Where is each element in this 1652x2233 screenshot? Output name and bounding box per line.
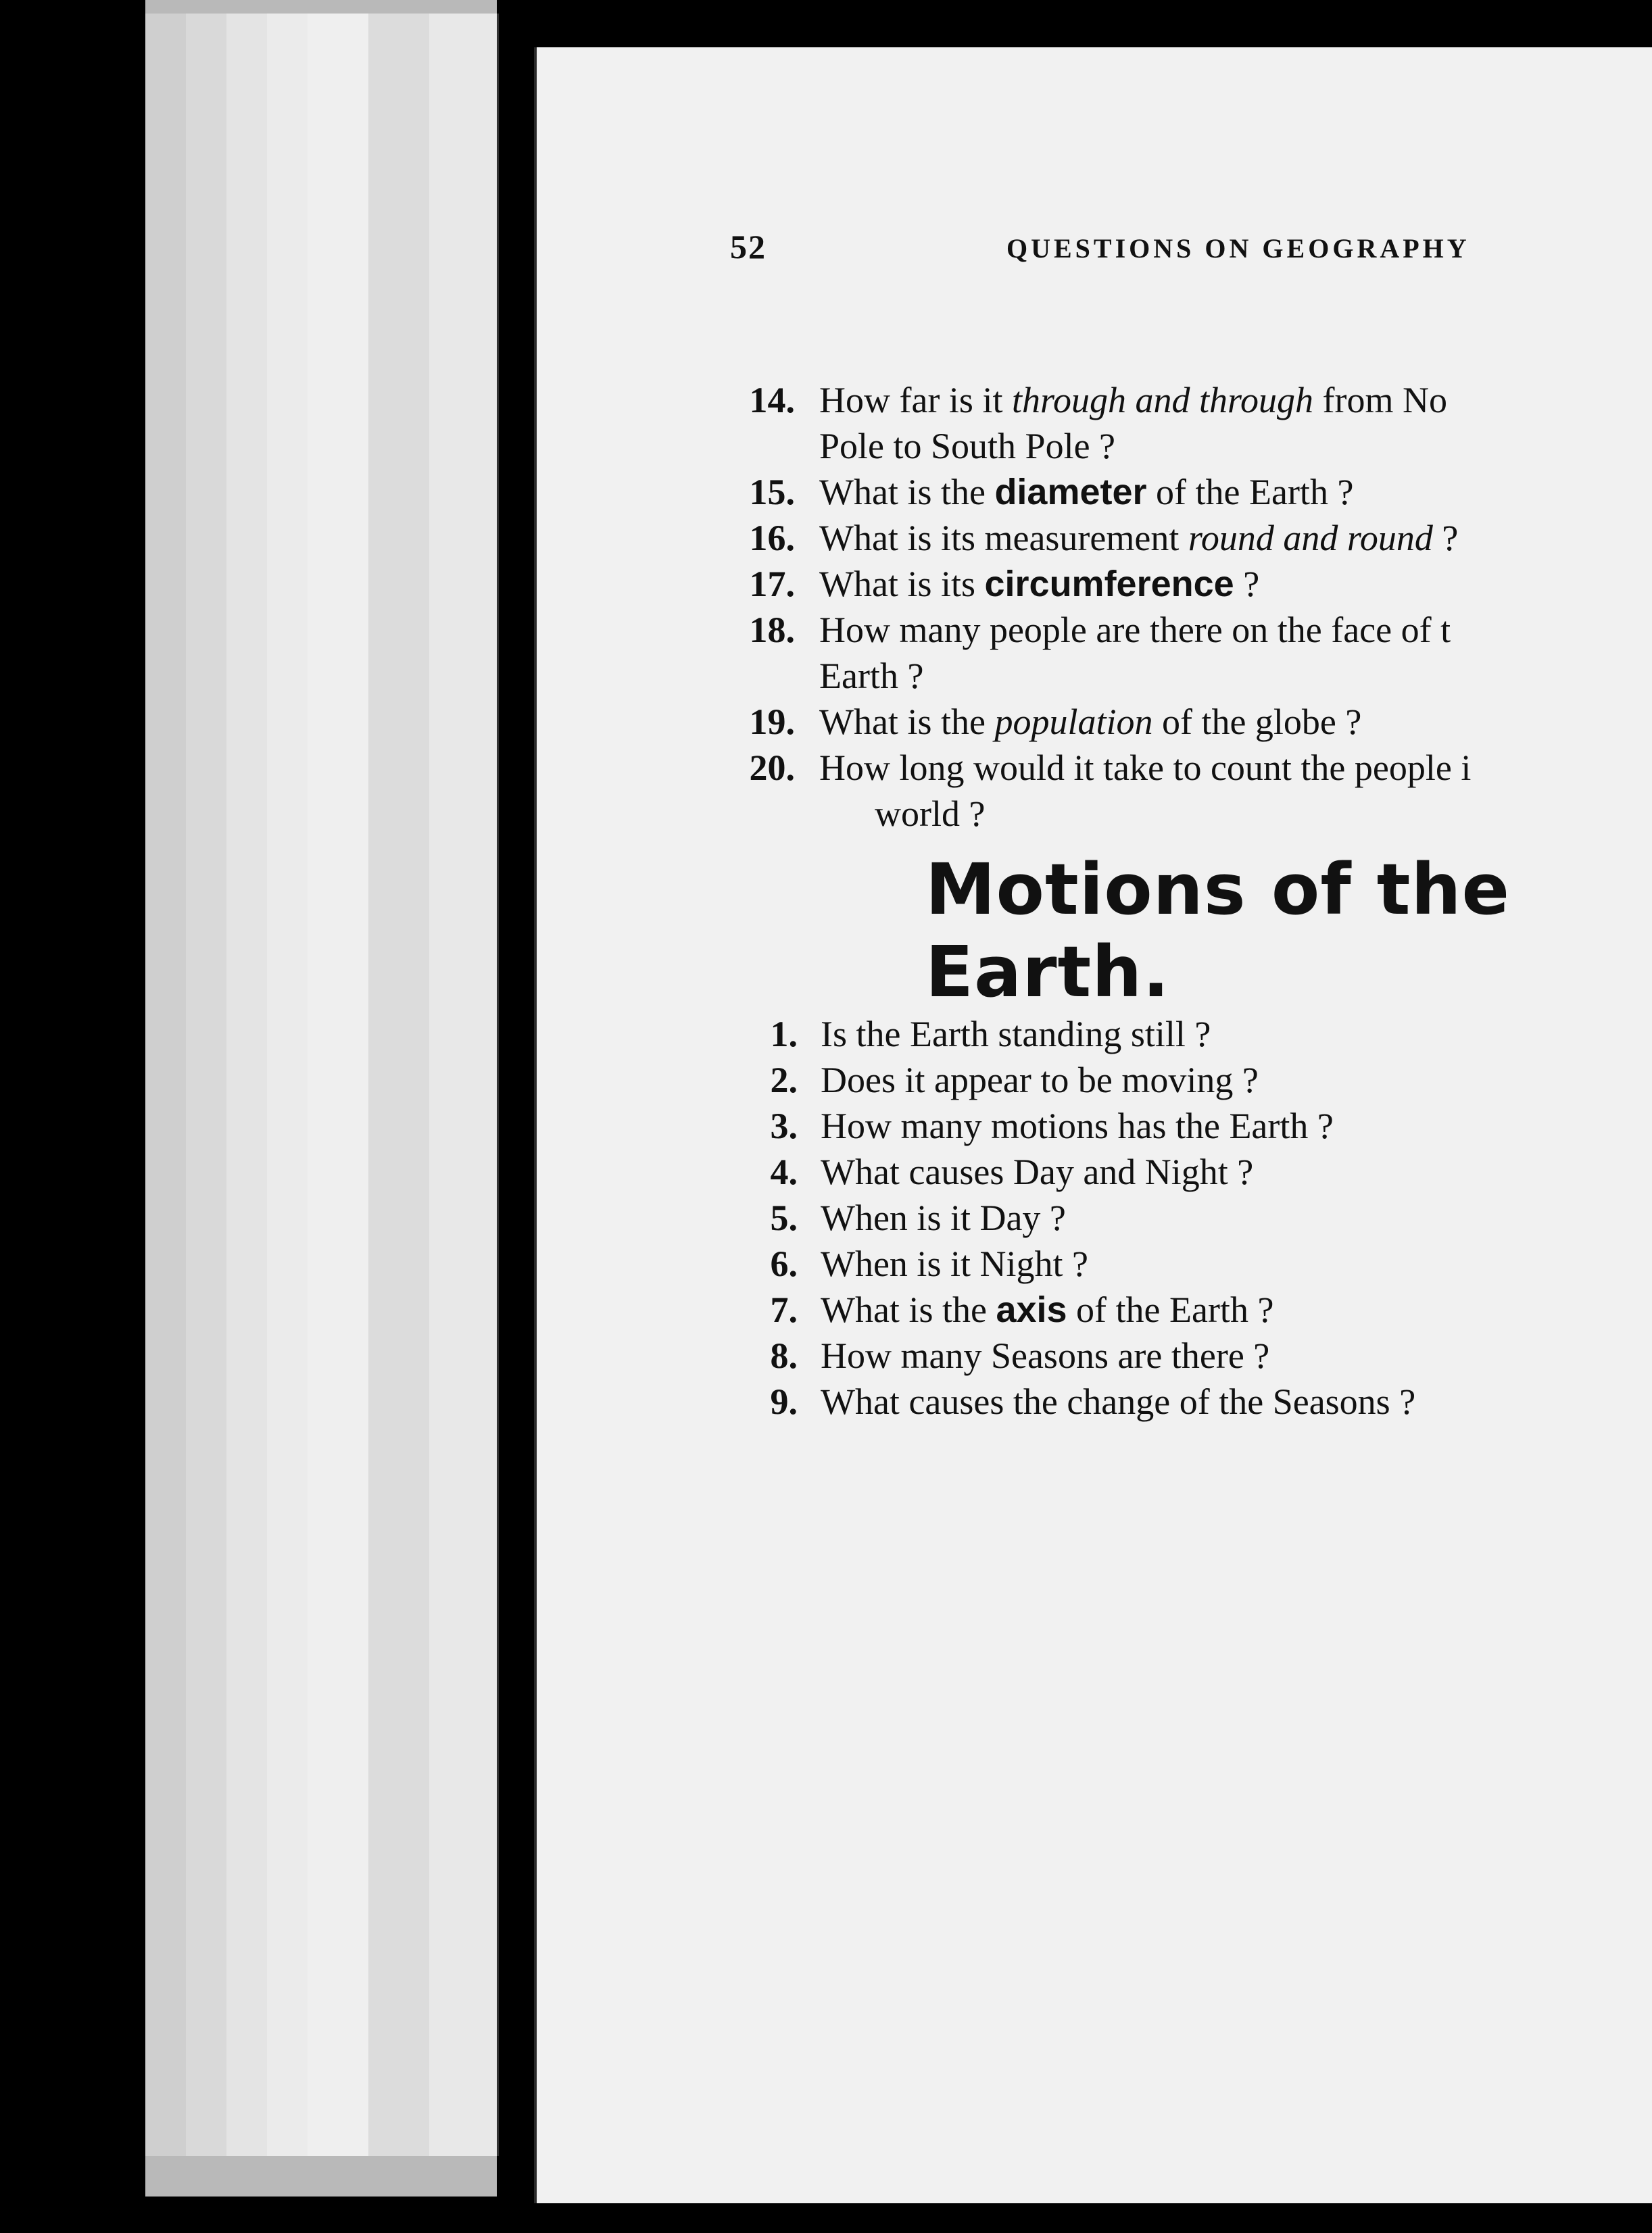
question-text: When is it Night ? [821, 1244, 1088, 1284]
question-number: 7. [770, 1290, 798, 1330]
question-text: How many Seasons are there ? [821, 1335, 1270, 1376]
question-text: What causes Day and Night ? [821, 1152, 1254, 1192]
question-text: Is the Earth standing still ? [821, 1014, 1211, 1054]
section-title: Motions of the Earth. [925, 848, 1511, 1013]
question-text: Pole to South Pole ? [819, 426, 1116, 466]
book-page [534, 47, 1652, 2203]
page-header [537, 227, 1652, 281]
page-number: 52 [730, 228, 767, 266]
question-text: How many motions has the Earth ? [821, 1106, 1334, 1146]
question-number: 5. [770, 1198, 798, 1238]
question-number: 20. [749, 747, 795, 788]
question-number: 6. [770, 1244, 798, 1284]
question-number: 4. [770, 1152, 798, 1192]
question-text: What causes the change of the Seasons ? [821, 1381, 1416, 1422]
question-text: Earth ? [819, 656, 924, 696]
question-number: 2. [770, 1060, 798, 1100]
question-number: 16. [749, 518, 795, 558]
question-text: What is the diameter of the Earth ? [819, 472, 1354, 512]
question-number: 14. [749, 380, 795, 420]
question-text: How many people are there on the face of t [819, 610, 1451, 650]
question-number: 17. [749, 564, 795, 604]
question-number: 9. [770, 1381, 798, 1422]
question-text: How far is it through and through from No [819, 380, 1447, 420]
question-number: 18. [749, 610, 795, 650]
question-number: 19. [749, 702, 795, 742]
question-number: 15. [749, 472, 795, 512]
question-text: What is its measurement round and round ? [819, 518, 1459, 558]
question-text: When is it Day ? [821, 1198, 1066, 1238]
page-edges-left [145, 0, 497, 2197]
question-text: world ? [875, 793, 986, 834]
question-text: What is its circumference ? [819, 564, 1260, 604]
question-number: 3. [770, 1106, 798, 1146]
question-number: 1. [770, 1014, 798, 1054]
question-text: Does it appear to be moving ? [821, 1060, 1259, 1100]
running-title: QUESTIONS ON GEOGRAPHY [1006, 233, 1470, 264]
question-text: How long would it take to count the people i [819, 747, 1472, 788]
question-text: What is the population of the globe ? [819, 702, 1362, 742]
question-number: 8. [770, 1335, 798, 1376]
question-text: What is the axis of the Earth ? [821, 1290, 1274, 1330]
